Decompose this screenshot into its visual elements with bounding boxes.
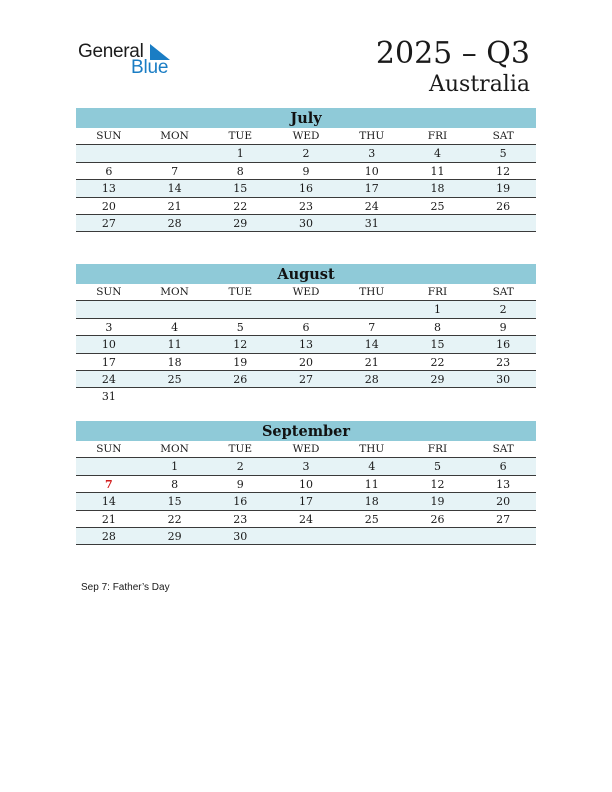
day-cell: 10 [364,164,379,178]
day-cell [273,388,339,405]
week-row [76,511,536,528]
day-cell: 14 [167,182,182,196]
day-cell [405,215,471,231]
weekday-label: FRI [427,443,448,455]
day-cell: 4 [433,147,441,161]
weekday-label: SAT [492,443,514,455]
day-cell: 26 [496,199,511,213]
day-cell: 4 [368,460,376,474]
weekday-label: TUE [228,286,253,298]
day-cell: 28 [101,529,116,543]
day-cell [470,215,536,231]
day-cell: 29 [167,529,182,543]
day-cell: 21 [101,512,116,526]
day-cell: 9 [302,164,310,178]
holiday-note: Sep 7: Father’s Day [81,582,170,593]
day-cell: 23 [233,512,248,526]
day-cell: 31 [101,390,116,404]
day-cell: 20 [101,199,116,213]
day-cell: 11 [167,338,182,352]
day-cell: 3 [302,460,310,474]
day-cell: 30 [299,216,314,230]
month-calendar-july [76,108,536,232]
day-cell: 9 [236,477,244,491]
week-row [76,458,536,475]
day-cell [273,301,339,317]
week-row [76,354,536,371]
day-cell [207,301,273,317]
day-cell: 11 [364,477,379,491]
week-row [76,301,536,318]
country-name: Australia [428,72,530,97]
week-row [76,528,536,545]
weekday-label: WED [292,443,320,455]
day-cell: 26 [233,372,248,386]
weekday-label: MON [160,443,189,455]
week-row [76,180,536,197]
day-cell: 10 [299,477,314,491]
weekday-label: FRI [427,286,448,298]
weekday-label: THU [359,443,385,455]
weekday-label: THU [359,130,385,142]
day-cell: 25 [364,512,379,526]
day-cell: 27 [496,512,511,526]
month-title: July [76,108,536,128]
weekday-label: TUE [228,130,253,142]
day-cell: 10 [101,338,116,352]
weekday-label: MON [160,130,189,142]
weekday-label: MON [160,286,189,298]
day-cell: 12 [430,477,445,491]
day-cell: 19 [233,355,248,369]
day-cell: 13 [496,477,511,491]
day-cell: 5 [433,460,441,474]
day-cell: 1 [236,147,244,161]
weekday-header-row [76,284,536,301]
day-cell: 26 [430,512,445,526]
weekday-label: WED [292,286,320,298]
day-cell [142,388,208,405]
week-row [76,215,536,232]
day-cell: 17 [101,355,116,369]
day-cell: 5 [499,147,507,161]
day-cell: 24 [101,372,116,386]
weekday-label: SUN [96,286,122,298]
day-cell: 23 [299,199,314,213]
day-cell: 12 [496,164,511,178]
day-cell: 22 [430,355,445,369]
day-cell [142,145,208,161]
day-cell: 15 [233,182,248,196]
weekday-label: FRI [427,130,448,142]
weekday-label: SUN [96,130,122,142]
day-cell: 7 [171,164,179,178]
day-cell: 27 [101,216,116,230]
day-cell: 2 [499,303,507,317]
day-cell: 19 [496,182,511,196]
day-cell: 14 [101,495,116,509]
week-row [76,163,536,180]
day-cell: 11 [430,164,445,178]
day-cell [339,528,405,544]
day-cell: 12 [233,338,248,352]
week-row [76,145,536,162]
day-cell [405,528,471,544]
weekday-label: TUE [228,443,253,455]
logo [78,40,178,80]
week-row [76,388,536,405]
day-cell: 5 [236,320,244,334]
day-cell: 6 [302,320,310,334]
day-cell: 28 [364,372,379,386]
weekday-label: WED [292,130,320,142]
day-cell: 8 [171,477,179,491]
day-cell: 18 [167,355,182,369]
day-cell [76,458,142,474]
day-cell: 25 [430,199,445,213]
day-cell [207,388,273,405]
day-cell: 3 [368,147,376,161]
day-cell: 13 [299,338,314,352]
day-cell: 29 [233,216,248,230]
day-cell: 14 [364,338,379,352]
week-row [76,198,536,215]
day-cell: 23 [496,355,511,369]
day-cell: 30 [233,529,248,543]
day-cell [470,528,536,544]
day-cell [76,145,142,161]
week-row [76,371,536,388]
day-cell: 1 [171,460,179,474]
day-cell: 22 [233,199,248,213]
day-cell [339,301,405,317]
month-title: August [76,264,536,284]
day-cell: 8 [236,164,244,178]
page-title: 2025 – Q3 [375,36,530,71]
holiday-notes [81,582,170,593]
day-cell: 28 [167,216,182,230]
week-row [76,336,536,353]
day-cell: 17 [364,182,379,196]
month-title: September [76,421,536,441]
day-cell: 27 [299,372,314,386]
month-calendar-august [76,264,536,406]
day-cell: 6 [105,164,113,178]
day-cell: 2 [302,147,310,161]
day-cell [405,388,471,405]
day-cell: 30 [496,372,511,386]
day-cell: 21 [167,199,182,213]
day-cell: 24 [299,512,314,526]
day-cell: 22 [167,512,182,526]
logo-blue-text: Blue [131,57,169,78]
logo-general-text: General [78,41,144,62]
day-cell: 20 [299,355,314,369]
week-row [76,319,536,336]
day-cell [470,388,536,405]
week-row [76,476,536,493]
day-cell: 21 [364,355,379,369]
day-cell: 17 [299,495,314,509]
day-cell: 7 [368,320,376,334]
day-cell: 1 [433,303,441,317]
weekday-label: SAT [492,130,514,142]
day-cell: 31 [364,216,379,230]
day-cell: 25 [167,372,182,386]
weekday-label: THU [359,286,385,298]
day-cell: 4 [171,320,179,334]
day-cell: 19 [430,495,445,509]
day-cell: 6 [499,460,507,474]
day-cell [76,301,142,317]
day-cell [273,528,339,544]
day-cell: 15 [167,495,182,509]
weekday-header-row [76,441,536,458]
day-cell: 16 [496,338,511,352]
weekday-label: SUN [96,443,122,455]
day-cell: 20 [496,495,511,509]
day-cell: 18 [430,182,445,196]
day-cell: 3 [105,320,113,334]
day-cell: 15 [430,338,445,352]
day-cell: 8 [433,320,441,334]
month-calendar-september [76,421,536,545]
day-cell: 13 [101,182,116,196]
weekday-label: SAT [492,286,514,298]
day-cell: 24 [364,199,379,213]
day-cell [142,301,208,317]
day-cell: 2 [236,460,244,474]
week-row [76,493,536,510]
day-cell [339,388,405,405]
day-cell: 9 [499,320,507,334]
day-cell: 29 [430,372,445,386]
holiday-day-cell: 7 [105,477,113,491]
weekday-header-row [76,128,536,145]
day-cell: 16 [233,495,248,509]
day-cell: 18 [364,495,379,509]
day-cell: 16 [299,182,314,196]
